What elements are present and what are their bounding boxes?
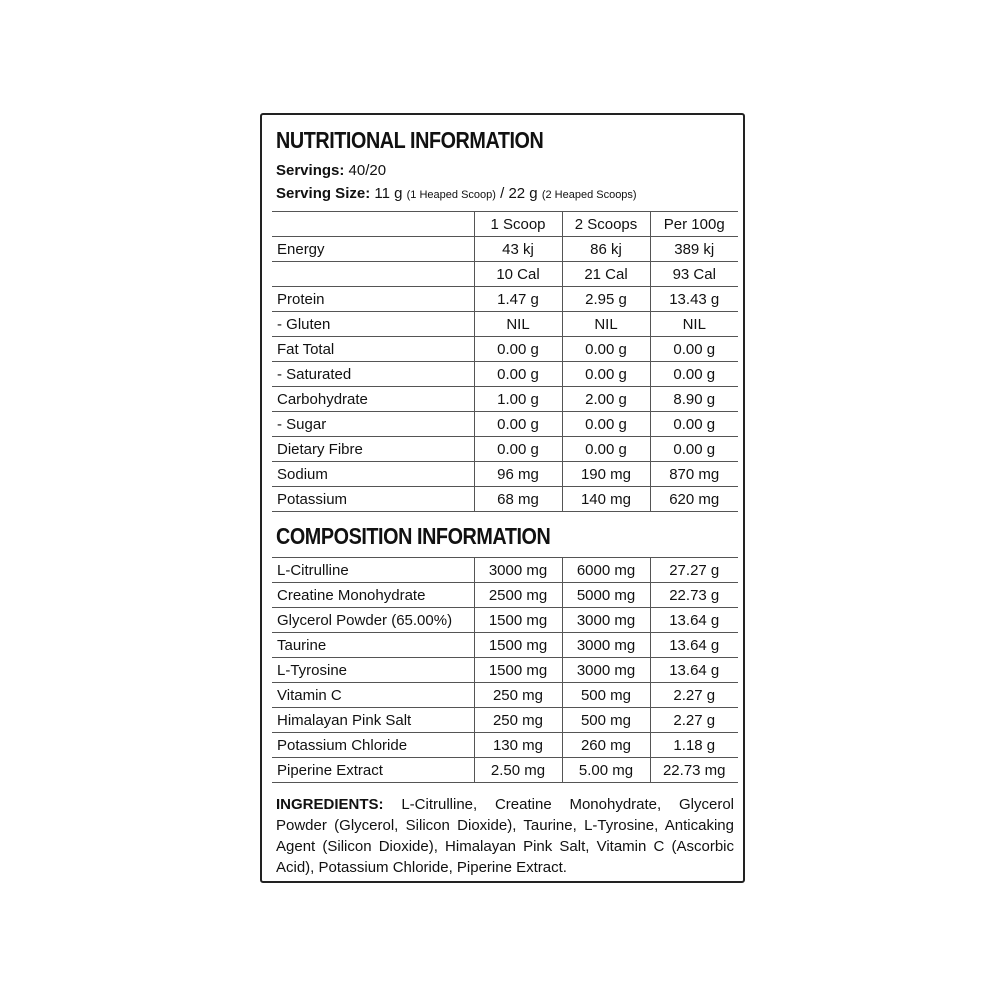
row-label: Protein [272,287,474,312]
row-label [272,262,474,287]
row-label: Vitamin C [272,683,474,708]
row-label: Piperine Extract [272,758,474,783]
row-value: 250 mg [474,683,562,708]
serving-size-a: 11 g [374,185,403,202]
row-value: 2.27 g [650,683,738,708]
row-value: 3000 mg [562,658,650,683]
row-value: 68 mg [474,487,562,512]
serving-size-line [276,185,637,202]
row-label: L-Tyrosine [272,658,474,683]
nutritional-information-heading: NUTRITIONAL INFORMATION [276,127,544,153]
row-value: 0.00 g [650,437,738,462]
table-row [272,658,738,683]
table-row [272,583,738,608]
nutrition-table [272,211,738,512]
table-row [272,387,738,412]
row-value: 1500 mg [474,658,562,683]
ingredients-label: INGREDIENTS: [276,796,384,813]
row-value: 2.50 mg [474,758,562,783]
row-value: NIL [650,312,738,337]
row-label: - Sugar [272,412,474,437]
table-row [272,412,738,437]
servings-line [276,162,386,179]
serving-size-b-note: (2 Heaped Scoops) [541,189,637,201]
row-label: Creatine Monohydrate [272,583,474,608]
row-value: 130 mg [474,733,562,758]
row-value: 0.00 g [474,437,562,462]
row-value: 43 kj [474,237,562,262]
row-value: 13.43 g [650,287,738,312]
row-value: 0.00 g [474,362,562,387]
composition-table [272,557,738,783]
row-value: 3000 mg [562,608,650,633]
composition-information-heading: COMPOSITION INFORMATION [276,523,551,549]
nutrition-label-panel [260,113,745,883]
row-label: - Gluten [272,312,474,337]
row-label: Taurine [272,633,474,658]
row-value: 93 Cal [650,262,738,287]
row-value: 5000 mg [562,583,650,608]
column-header: 2 Scoops [562,212,650,237]
row-label: Carbohydrate [272,387,474,412]
row-value: NIL [562,312,650,337]
table-header-row [272,212,738,237]
row-value: 0.00 g [474,337,562,362]
row-value: 2.27 g [650,708,738,733]
row-value: 13.64 g [650,658,738,683]
row-value: 1.00 g [474,387,562,412]
table-row [272,437,738,462]
serving-size-label: Serving Size: [276,185,371,202]
row-value: 13.64 g [650,633,738,658]
row-value: 22.73 mg [650,758,738,783]
table-row [272,633,738,658]
row-value: 140 mg [562,487,650,512]
table-row [272,262,738,287]
row-label: Sodium [272,462,474,487]
table-row [272,683,738,708]
row-value: 21 Cal [562,262,650,287]
serving-size-a-note: (1 Heaped Scoop) [406,189,496,201]
table-row [272,462,738,487]
row-value: 0.00 g [474,412,562,437]
row-value: 3000 mg [562,633,650,658]
table-row [272,708,738,733]
row-value: 0.00 g [650,412,738,437]
row-label: L-Citrulline [272,558,474,583]
row-value: 6000 mg [562,558,650,583]
row-value: 500 mg [562,683,650,708]
row-value: 2.95 g [562,287,650,312]
row-value: 0.00 g [562,362,650,387]
row-value: 2500 mg [474,583,562,608]
row-label: Energy [272,237,474,262]
row-value: 0.00 g [562,337,650,362]
table-row [272,733,738,758]
row-value: 500 mg [562,708,650,733]
row-label: Glycerol Powder (65.00%) [272,608,474,633]
row-value: 13.64 g [650,608,738,633]
row-value: 22.73 g [650,583,738,608]
row-label: Dietary Fibre [272,437,474,462]
table-row [272,487,738,512]
row-value: 96 mg [474,462,562,487]
row-value: 190 mg [562,462,650,487]
row-value: 1500 mg [474,633,562,658]
row-value: 0.00 g [650,337,738,362]
row-value: 250 mg [474,708,562,733]
row-value: 0.00 g [650,362,738,387]
row-value: 2.00 g [562,387,650,412]
row-label: Potassium [272,487,474,512]
row-label: - Saturated [272,362,474,387]
row-value: 260 mg [562,733,650,758]
row-label: Potassium Chloride [272,733,474,758]
row-value: 10 Cal [474,262,562,287]
servings-value: 40/20 [348,162,387,179]
row-value: 27.27 g [650,558,738,583]
row-value: 1.47 g [474,287,562,312]
row-label: Fat Total [272,337,474,362]
row-value: NIL [474,312,562,337]
table-row [272,608,738,633]
row-value: 620 mg [650,487,738,512]
row-value: 389 kj [650,237,738,262]
column-header: 1 Scoop [474,212,562,237]
column-header: Per 100g [650,212,738,237]
row-value: 870 mg [650,462,738,487]
row-value: 8.90 g [650,387,738,412]
ingredients-text: L-Citrulline, Creatine Monohydrate, Glycerol Powder (Glycerol, Silicon Dioxide), Taurine, L-Tyrosine, Anticaking Agent (Silicon Dioxide), Himalayan Pink Salt, Vitamin C (Ascorbic Acid), Potassium Chloride, Piperine Extract. [276,796,734,876]
row-value: 0.00 g [562,412,650,437]
table-row [272,312,738,337]
table-row [272,287,738,312]
row-value: 5.00 mg [562,758,650,783]
row-value: 1500 mg [474,608,562,633]
row-value: 86 kj [562,237,650,262]
column-header [272,212,474,237]
ingredients-paragraph [276,794,734,878]
servings-label: Servings: [276,162,345,179]
row-value: 0.00 g [562,437,650,462]
table-row [272,337,738,362]
serving-size-b: 22 g [508,185,538,202]
table-row [272,558,738,583]
table-row [272,237,738,262]
table-row [272,758,738,783]
row-value: 1.18 g [650,733,738,758]
row-value: 3000 mg [474,558,562,583]
serving-size-separator: / [500,185,505,202]
table-row [272,362,738,387]
row-label: Himalayan Pink Salt [272,708,474,733]
